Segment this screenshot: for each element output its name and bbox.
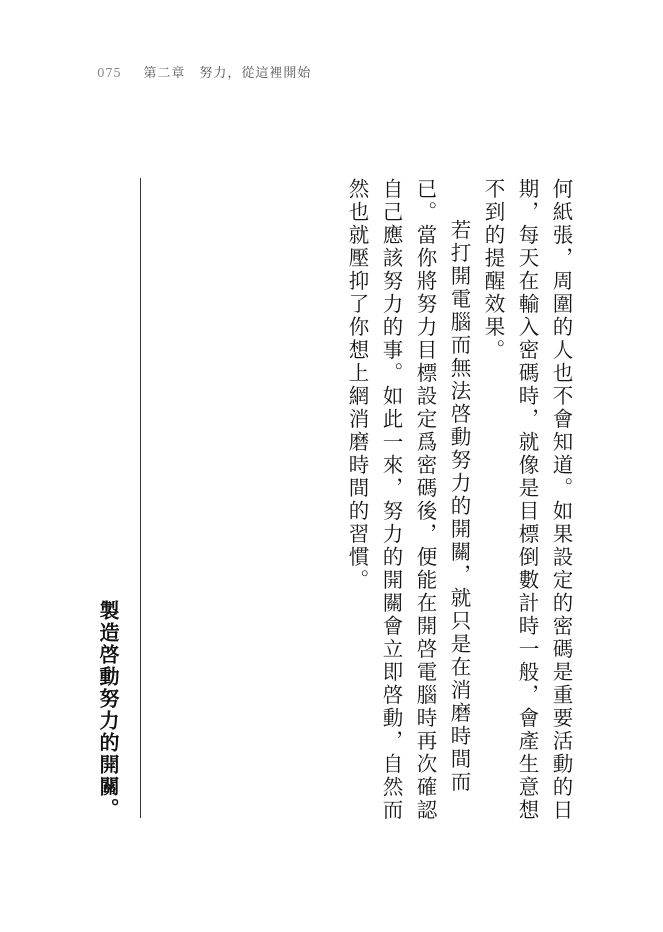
paragraph: 若打開電腦而無法啓動努力的開關，就只是在消磨時間而已。當你將努力目標設定爲密碼後，便能在開啓電腦時再次確認自己應該努力的事。如此一來，努力的開關會立即啓動，自然而然也就壓抑了你想上網消磨時間的習慣。 [345,178,471,822]
divider-line [140,178,141,818]
page-number: 075 [97,66,122,80]
section-heading: 製造啓動努力的開關。 [96,600,120,820]
running-header [97,62,311,81]
paragraph: 何紙張，周圍的人也不會知道。如果設定的密碼是重要活動的日期，每天在輸入密碼時，就像是目標倒數計時一般，會產生意想不到的提醒效果。 [481,178,573,822]
chapter-title: 第二章 努力，從這裡開始 [143,66,312,81]
body-text [340,178,578,828]
